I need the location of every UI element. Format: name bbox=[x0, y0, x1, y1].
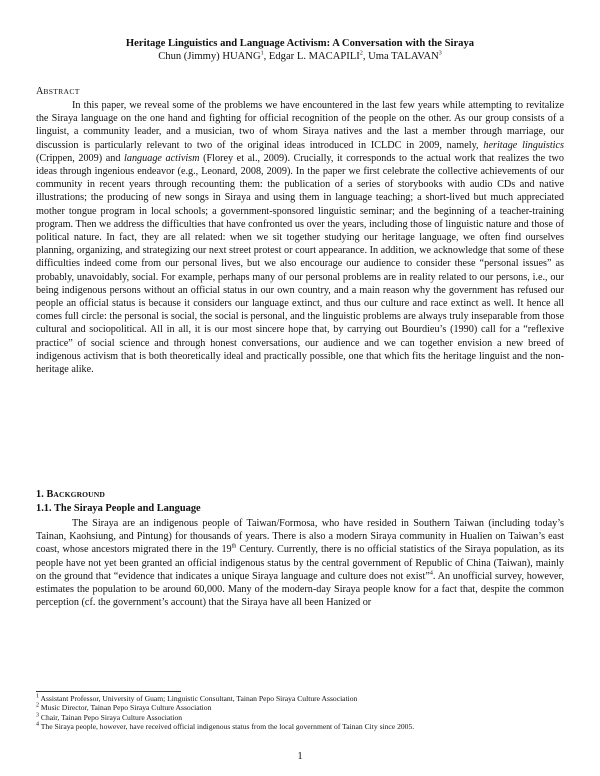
footnote-text: Chair, Tainan Pepo Siraya Culture Association bbox=[40, 712, 183, 722]
footnote-text: Music Director, Tainan Pepo Siraya Culture Association bbox=[40, 703, 212, 713]
abstract-emphasis: language activism bbox=[124, 152, 200, 164]
footnotes bbox=[36, 694, 576, 731]
footnote-mark: 2 bbox=[36, 702, 39, 709]
footnote bbox=[36, 722, 576, 731]
subsection-heading: 1.1. The Siraya People and Language bbox=[36, 503, 201, 514]
author-name: Edgar L. MACAPILI bbox=[268, 51, 360, 62]
page-number: 1 bbox=[297, 751, 303, 762]
section-text: Century. Currently, there is no official statistics of the Siraya population, as its people have not yet been granted an official indigenous status by the central government of Republic of China (Taiwan), mainly on the ground that “evidence that indicates a unique Siraya language and culture does not exist” bbox=[36, 544, 564, 582]
author-name: Uma TALAVAN bbox=[368, 51, 439, 62]
paper-title: Heritage Linguistics and Language Activism: A Conversation with the Siraya bbox=[125, 38, 475, 49]
abstract-heading-rest: BSTRACT bbox=[43, 87, 80, 96]
author-list bbox=[0, 51, 600, 62]
abstract-emphasis: heritage linguistics bbox=[483, 139, 564, 151]
section-heading-initial: B bbox=[46, 489, 54, 500]
footnote-separator bbox=[36, 691, 181, 692]
footnote bbox=[36, 694, 576, 703]
footnote-mark: 1 bbox=[36, 693, 39, 700]
abstract-text: (Florey et al., 2009). Crucially, it corresponds to the actual work that realizes the two ideas through ingenious endeavor (e.g., Leonard, 2008, 2009). In the paper we first celebrate the collective achievements of our community in recent years through recounting them: the publication of a series of storybooks with audio CDs and native illustrations; the producing of new songs in Siraya and using them in language teaching; a short-lived but much appreciated mother tongue program in local schools; a government-sponsored linguistic seminar; and the beginning of a teacher-training program. Then we address the difficulties that have confronted us over the years, including those of linguistic nature and those of political nature. In fact, they are all related: when we sit together studying our heritage language, we often find ourselves planning, organizing, and strategizing our next street protest or court appearance. In addition, we acknowledge that some of these difficulties indeed come from our personal lives, but we also encourage our audience to consider these “personal issues” as probably, unavoidably, social. For example, perhaps many of our personal problems are in reality related to our persons, i.e., our being indigenous persons without an official status in our own country, and a main reason why the government has refused our people an official status is because it considers our language extinct, and thus our culture and race extinct as well. It hence all comes full circle: the personal is social, the social is personal, and the linguistic problems are always truly inseparable from those cultural and sociopolitical. All in all, it is our most sincere hope that, by carrying out Bourdieu’s (1990) call for a “reflexive practice” of social science and through honest conversations, our audience and we can together envision a new breed of indigenous activism that is both theoretically ideal and practically possible, one that which fits the heritage linguist and the non-heritage alike. bbox=[36, 152, 564, 376]
section-text: The Siraya are an indigenous people of Taiwan/Formosa, who have resided in Southern Taiwan (including today’s Tainan, Kaohsiung, and Pintung) for thousands of years. There is also a modern Siraya community in Hualien on Taiwan’s east coast, whose ancestors migrated there in the 19 bbox=[36, 518, 564, 556]
abstract-heading bbox=[36, 86, 80, 97]
footnote bbox=[36, 703, 576, 712]
footnote-mark: 3 bbox=[36, 712, 39, 719]
footnote-mark: 3 bbox=[438, 50, 442, 57]
abstract-text: In this paper, we reveal some of the problems we have encountered in the last few years while attempting to revitalize the Siraya language on the one hand and fighting for official recognition of the people on the other. As our group consists of a linguist, a community leader, and a musician, two of whom Siraya natives and the last a member through marriage, our discussion is particularly relevant to two of the original ideas introduced in ICLDC in 2009, namely, bbox=[36, 100, 564, 151]
author-separator: , bbox=[362, 51, 369, 62]
section-heading bbox=[36, 489, 105, 500]
abstract-text: (Crippen, 2009) and bbox=[36, 152, 125, 164]
superscript: th bbox=[231, 544, 237, 551]
footnote-text: The Siraya people, however, have received official indigenous status from the local government of Tainan City since 2005. bbox=[40, 721, 415, 731]
section-text: . An unofficial survey, however, estimates the population to be around 60,000. Many of the modern-day Siraya people know for a fact that, despite the common perception (cf. the government’s account) that the Siraya have all been Hanized or bbox=[36, 570, 565, 609]
section-heading-rest: ACKGROUND bbox=[53, 490, 105, 499]
footnote-mark: 1 bbox=[260, 50, 264, 57]
abstract-heading-initial: A bbox=[36, 86, 44, 97]
author-separator: , bbox=[263, 51, 269, 62]
section-number: 1. bbox=[36, 489, 44, 500]
footnote-mark: 4 bbox=[429, 570, 433, 577]
footnote-mark: 2 bbox=[359, 50, 363, 57]
footnote-mark: 4 bbox=[36, 721, 39, 728]
author-name: Chun (Jimmy) HUANG bbox=[158, 51, 261, 62]
section-body bbox=[36, 517, 564, 609]
footnote-text: Assistant Professor, University of Guam; Linguistic Consultant, Tainan Pepo Siraya Culture Association bbox=[40, 694, 358, 703]
abstract-body bbox=[36, 99, 564, 473]
footnote bbox=[36, 713, 576, 722]
